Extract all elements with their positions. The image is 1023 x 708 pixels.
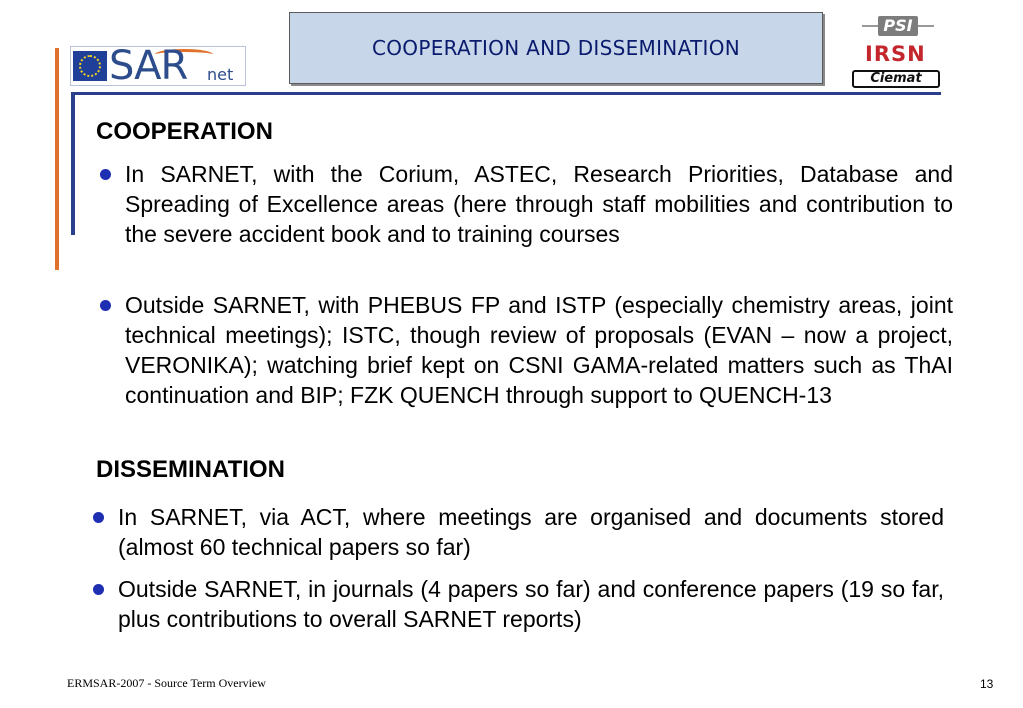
bullet-icon [100,300,111,311]
eu-flag-icon [73,51,107,81]
list-item [118,574,944,634]
sarnet-logo-suffix: net [207,65,234,84]
left-accent-bar-blue [71,92,75,235]
sarnet-logo [70,43,246,89]
sarnet-logo-brand: SAR [109,43,188,89]
bullet-icon [100,169,111,180]
irsn-logo: IRSN [865,42,926,66]
footer-text: ERMSAR-2007 - Source Term Overview [67,676,266,690]
ciemat-logo: Ciemat [852,70,940,88]
bullet-text: Outside SARNET, in journals (4 papers so far) and conference papers (19 so far, plus contributions to overall SARNET reports) [118,576,944,632]
list-item [125,159,953,249]
psi-logo [862,16,934,36]
header-rule [71,92,941,95]
bullet-icon [93,512,104,523]
section-heading-dissemination: DISSEMINATION [96,456,285,483]
title-box [289,12,823,84]
bullet-text: In SARNET, via ACT, where meetings are organised and documents stored (almost 60 technical papers so far) [118,504,944,560]
bullet-text: In SARNET, with the Corium, ASTEC, Research Priorities, Database and Spreading of Excellence areas (here through staff mobilities and contribution to the severe accident book and to training courses [125,161,953,247]
psi-logo-text: PSI [878,16,918,36]
page-number: 13 [980,677,994,691]
section-heading-cooperation: COOPERATION [96,118,273,145]
list-item [118,502,944,562]
slide-title: COOPERATION AND DISSEMINATION [371,36,741,60]
bullet-icon [93,584,104,595]
list-item [125,290,953,410]
left-accent-bar-orange [55,48,59,270]
bullet-text: Outside SARNET, with PHEBUS FP and ISTP (especially chemistry areas, joint technical meetings); ISTC, though review of proposals (EVAN – now a project, VERONIKA); watching brief kept on CSNI GAMA-related matters such as ThAI continuation and BIP; FZK QUENCH through support to QUENCH-13 [125,292,953,408]
